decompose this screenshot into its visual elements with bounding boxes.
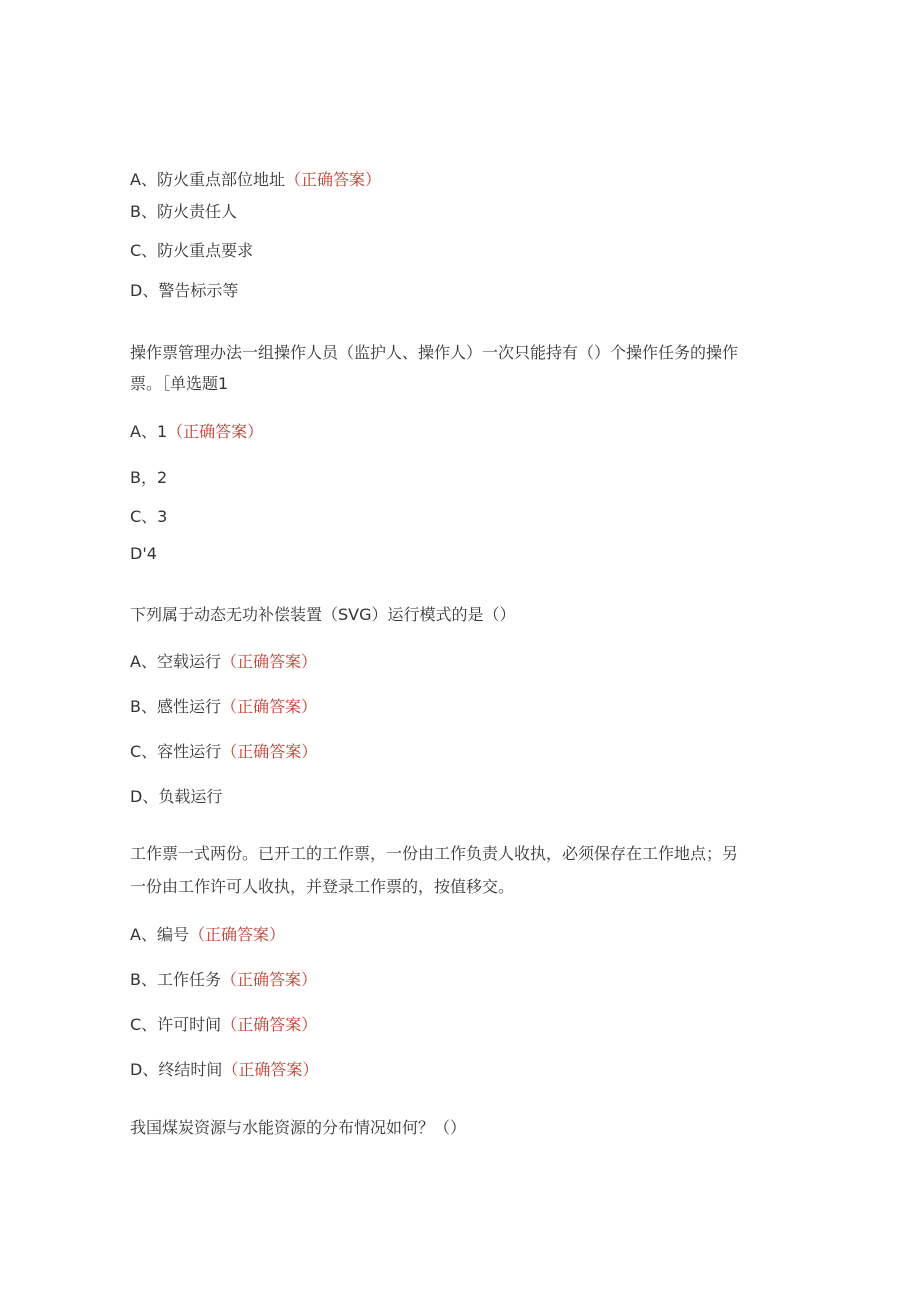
option-label: A、防火重点部位地址 [130,170,285,189]
option-label: C、防火重点要求 [130,241,254,260]
correct-answer-tag: （正确答案） [284,170,381,189]
option-3a [130,652,317,672]
option-4d [130,1060,318,1080]
option-4c [130,1015,317,1035]
option-3c [130,742,317,762]
question-text: 下列属于动态无功补偿装置（SVG）运行模式的是（） [130,605,516,624]
question-3-line-1 [130,605,516,625]
question-2-line-1 [130,343,738,363]
question-text: 一份由工作许可人收执，并登录工作票的，按值移交。 [130,877,515,896]
option-label: C、许可时间 [130,1015,222,1034]
option-3b [130,697,317,717]
option-label: D'4 [130,544,157,563]
correct-answer-tag: （正确答案） [167,422,264,441]
option-label: A、编号 [130,925,189,944]
option-label: B、防火责任人 [130,202,237,221]
correct-answer-tag: （正确答案） [221,742,318,761]
correct-answer-tag: （正确答案） [188,925,285,944]
correct-answer-tag: （正确答案） [220,652,317,671]
option-4a [130,925,285,945]
option-1b [130,202,237,222]
question-text: 工作票一式两份。已开工的工作票，一份由工作负责人收执，必须保存在工作地点；另 [130,844,739,863]
option-3d [130,787,222,807]
question-text: 我国煤炭资源与水能资源的分布情况如何？（） [130,1118,467,1137]
correct-answer-tag: （正确答案） [221,1015,318,1034]
option-label: D、负载运行 [130,787,223,806]
option-label: A、1 [130,422,168,441]
correct-answer-tag: （正确答案） [222,1060,319,1079]
option-1c [130,241,253,261]
option-label: A、空载运行 [130,652,221,671]
option-label: B、感性运行 [130,697,221,716]
option-label: C、容性运行 [130,742,222,761]
option-2b [130,468,167,488]
option-label: B，2 [130,468,168,487]
option-2d [130,544,157,564]
option-1a [130,170,381,190]
question-4-line-1 [130,844,738,864]
correct-answer-tag: （正确答案） [220,970,317,989]
option-2c [130,507,167,527]
option-1d [130,281,238,301]
option-label: D、警告标示等 [130,281,239,300]
option-2a [130,422,263,442]
correct-answer-tag: （正确答案） [220,697,317,716]
option-label: B、工作任务 [130,970,221,989]
option-label: C、3 [130,507,168,526]
question-text: 操作票管理办法一组操作人员（监护人、操作人）一次只能持有（）个操作任务的操作 [130,343,739,362]
question-text: 票。［单选题1 [130,374,229,393]
option-4b [130,970,317,990]
question-5-line-1 [130,1118,466,1138]
question-4-line-2 [130,877,514,897]
question-2-line-2 [130,374,228,394]
option-label: D、终结时间 [130,1060,223,1079]
